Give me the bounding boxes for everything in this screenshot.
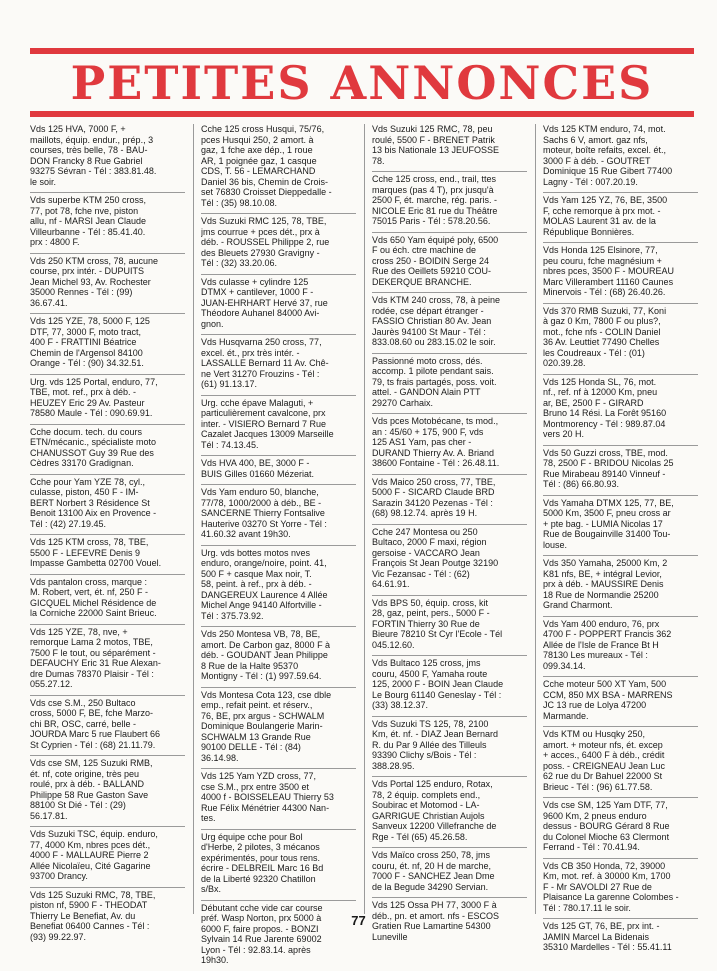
classified-ad: Vds 125 HVA, 7000 F, + maillots, équip. endur., prép., 3 courses, très belle, 78 - BAU- DON Francky 8 Rue Gabriel 93275 Sévran - Tél : 383.81.48. le soir. xyxy=(30,122,185,193)
classified-ad: Vds 370 RMB Suzuki, 77, Koni à gaz 0 Km, 7800 F ou plus?, mot., fche nfs - COLIN Daniel 36 Av. Leuttiet 77490 Chelles les Coudreaux - Tél : (01) 020.39.28. xyxy=(543,304,698,375)
classified-ad: Vds 125 Ossa PH 77, 3000 F à déb., pn. et amort. nfs - ESCOS Gratien Rue Lamartine 54300 Luneville xyxy=(372,900,500,942)
classified-ad: Vds Honda 125 Elsinore, 77, peu couru, fche magnésium + nbres pces, 3500 F - MOUREAU Marc Villerambert 11160 Caunes Minervois - Tél : (68) 26.40.26. xyxy=(543,243,698,304)
bottom-red-rule xyxy=(30,111,694,117)
classified-ad: Cche 125 cross, end., trail, ttes marques (pas 4 T), prx jusqu'à 2500 F, ét. marche, rég. paris. - NICOLE Eric 81 rue du Théâtre 75015 Paris - Tél : 578.20.56. xyxy=(372,172,527,233)
page-number: 77 xyxy=(351,913,366,928)
classified-ad: Passionné moto cross, dés. accomp. 1 pilote pendant sais. 79, ts frais partagés, poss. voit. attel. - GANDON Alain PTT 29270 Carhaix. xyxy=(372,354,527,415)
classified-ad: Vds Maico 250 cross, 77, TBE, 5000 F - SICARD Claude BRD Sarazin 34120 Pezenas - Tél : (68) 98.12.74. après 19 H. xyxy=(372,475,527,525)
classified-ad: Cche pour Yam YZE 78, cyl., culasse, piston, 450 F - IM- BERT Norbert 3 Résidence St Benoit 13100 Aix en Provence - Tél : (42) 27.19.45. xyxy=(30,475,185,536)
classified-ad: Vds Montesa Cota 123, cse dble emp., refait peint. et réserv., 76, BE, prx argus - SCHWALM Dominique Boulangerie Marin- SCHWALM 13 Grande Rue 90100 DELLE - Tél : (84) 36.14.98. xyxy=(201,688,356,770)
classified-ad: Vds Yam 400 enduro, 76, prx 4700 F - POPPERT Francis 362 Allée de l'Isle de France Bt H 78130 Les mureaux - Tél : 099.34.14. xyxy=(543,617,698,678)
column-divider xyxy=(535,124,536,914)
classified-ad: Vds 650 Yam équipé poly, 6500 F ou éch. ctre machine de cross 250 - BOIDIN Serge 24 Rue des Oeillets 59210 COU- DEKERQUE BRANCHE. xyxy=(372,233,527,294)
classified-ad: Vds Husqvarna 250 cross, 77, excel. ét., prx très intér. - LASSALLE Bernard 11 Av. Chê- ne Vert 31270 Frouzins - Tél : (61) 91.13.17. xyxy=(201,335,356,396)
classified-ad: Vds Yam enduro 50, blanche, 77/78, 1000/2000 à déb., BE - SANCERNE Thierry Fontsalive Hauterive 03270 St Yorre - Tél : 41.60.32 avant 19h30. xyxy=(201,485,356,546)
classified-ad: Vds CB 350 Honda, 72, 39000 Km, mot. ref. à 30000 Km, 1700 F - Mr SAVOLDI 27 Rue de Plaisance La garenne Colombes - Tél : 780.17.11 le soir. xyxy=(543,859,698,920)
classified-ad: Vds pces Motobécane, ts mod., an : 45/60 + 175, 900 F, vds 125 AS1 Yam, pas cher - DURAND Thierry Av. A. Briand 38600 Fontaine - Tél : 26.48.11. xyxy=(372,414,527,475)
classified-ad: Vds 125 YZE, 78, 5000 F, 125 DTF, 77, 3000 F, moto tract, 400 F - FRATTINI Béatrice Chemin de l'Argensol 84100 Orange - Tél : (90) 34.32.51. xyxy=(30,314,185,375)
classified-ad: Vds 125 Honda SL, 76, mot. nf., ref. nf à 12000 Km, pneu ar, BE, 2500 F - GIRARD Bruno 14 Rési. La Forêt 95160 Montmorency - Tél : 989.87.04 vers 20 H. xyxy=(543,375,698,446)
classified-ad: Cche 247 Montesa ou 250 Bultaco, 2000 F maxi, région gersoise - VACCARO Jean François St Jean Poutge 32190 Vic Fezansac - Tél : (62) 64.61.91. xyxy=(372,525,527,596)
classified-ad: Vds Suzuki RMC 125, 78, TBE, jms courrue + pces dét., prx à déb. - ROUSSEL Philippe 2, rue des Bleuets 27930 Gravigny - Tél : (32) 33.20.06. xyxy=(201,214,356,275)
classified-ad: Urg. cche épave Malaguti, + particulièrement cavalcone, prx inter. - VISIERO Bernard 7 Rue Cazalet Jacques 13009 Marseille Tél : 74.13.45. xyxy=(201,396,356,457)
classified-ad: Vds 250 Montesa VB, 78, BE, amort. De Carbon gaz, 8000 F à déb. - GOUDANT Jean Philippe 8 Rue de la Halte 95370 Montigny - Tél : (1) 997.59.64. xyxy=(201,627,356,688)
classified-ad: Vds 125 KTM cross, 78, TBE, 5500 F - LEFEVRE Denis 9 Impasse Gambetta 02700 Vouel. xyxy=(30,535,185,575)
ads-column-2 xyxy=(201,122,356,971)
classified-ad: Urg. vds 125 Portal, enduro, 77, TBE, mot. ref., prx à déb. - HEUZEY Eric 29 Av. Pasteur 78580 Maule - Tél : 090.69.91. xyxy=(30,375,185,425)
classified-ad: Vds KTM 240 cross, 78, à peine rodée, cse départ étranger - FASSIO Christian 80 Av. Jean Jaurès 94100 St Maur - Tél : 833.08.60 ou 283.15.02 le soir. xyxy=(372,293,527,354)
classified-ad: Vds 50 Guzzi cross, TBE, mod. 78, 2500 F - BRIDOU Nicolas 25 Rue Mirabeau 89140 Vinneuf - Tél : (86) 66.80.93. xyxy=(543,446,698,496)
classified-ad: Vds Portal 125 enduro, Rotax, 78, 2 équip. complets end., Soubirac et Motomod - LA- GARRIGUE Christian Aujols Sanveux 12200 Villefranche de Rge - Tél (65) 45.26.58. xyxy=(372,777,527,848)
ads-column-3 xyxy=(372,122,527,947)
classified-ad: Urg équipe cche pour Bol d'Herbe, 2 pilotes, 3 mécanos expérimentés, pour tous rens. écrire - DELBREIL Marc 16 Bd de la Liberté 92320 Chatillon s/Bx. xyxy=(201,830,356,901)
ads-column-1 xyxy=(30,122,185,947)
classified-ad: Vds Bultaco 125 cross, jms couru, 4500 F, Yamaha route 125, 2000 F - BOIN Jean Claude Le Bourg 61140 Geneslay - Tél : (33) 38.12.37. xyxy=(372,656,527,717)
classified-ad: Vds culasse + cylindre 125 DTMX + cantilever, 1000 F - JUAN-EHRHART Hervé 37, rue Théodore Auhanel 84000 Avi- gnon. xyxy=(201,275,356,336)
classified-ad: Vds Yamaha DTMX 125, 77, BE, 5000 Km, 3500 F, pneu cross ar + pte bag. - LUMIA Nicolas 17 Rue de Bougainville 31400 Tou- louse. xyxy=(543,496,698,557)
classified-ad: Vds Suzuki TSC, équip. enduro, 77, 4000 Km, nbres pces dét., 4000 F - MALLAURE Pierre 2 Allée Nicolaïeu, Cité Gagarine 93700 Drancy. xyxy=(30,827,185,888)
classified-ad: Vds 125 Suzuki RMC, 78, TBE, piston nf, 5900 F - THEODAT Thierry Le Benefiat, Av. du Benefiat 06400 Cannes - Tél : (93) 99.22.97. xyxy=(30,889,156,942)
classified-ad: Vds Suzuki 125 RMC, 78, peu roulé, 5500 F - BRENET Patrik 13 bis Nationale 13 JEUFOSSE 78. xyxy=(372,122,527,172)
classified-ad: Vds BPS 50, équip. cross, kit 28, gaz, peint, pers., 5000 F - FORTIN Thierry 30 Rue de Bieure 78210 St Cyr l'Ecole - Tél 045.12.60. xyxy=(372,596,527,657)
column-divider xyxy=(364,124,365,914)
classified-ad: Vds 125 KTM enduro, 74, mot. Sachs 6 V, amort. gaz nfs, moteur, boîte refaits, excel. ét., 3000 F à déb. - GOUTRET Dominique 15 Rue Gibert 77400 Lagny - Tél : 007.20.19. xyxy=(543,122,698,193)
classified-ad: Vds 125 Yam YZD cross, 77, cse S.M., prx entre 3500 et 4000 f - BOISSELEAU Thierry 53 Rue Félix Ménétrier 44300 Nan- tes. xyxy=(201,769,356,830)
ads-column-4 xyxy=(543,122,698,958)
classified-ad: Vds 350 Yamaha, 25000 Km, 2 K81 nfs, BE, + intégral Levior, prx à déb. - MAUSSIRE Denis 18 Rue de Normandie 25200 Grand Charmont. xyxy=(543,556,698,617)
classified-ad: Vds Suzuki TS 125, 78, 2100 Km, ét. nf. - DIAZ Jean Bernard R. du Par 9 Allée des Tilleuls 93390 Clichy s/Bois - Tél : 388.28.95. xyxy=(372,717,527,778)
classified-ad: Vds 250 KTM cross, 78, aucune course, prx intér. - DUPUITS Jean Michel 93, Av. Rochester 35000 Rennes - Tél : (99) 36.67.41. xyxy=(30,254,185,315)
page-title: PETITES ANNONCES xyxy=(70,56,654,110)
classified-ad: Débutant cche vide car course préf. Wasp Norton, prx 5000 à 6000 F, faire propos. - BONZI Sylvain 14 Rue Jarente 69002 Lyon - Tél : 92.83.14. après 19h30. xyxy=(201,902,323,965)
classified-ad: Vds Maïco cross 250, 78, jms couru, ét. nf, 20 H de marche, 7000 F - SANCHEZ Jean Dme de la Begude 34290 Servian. xyxy=(372,848,527,898)
classified-ad: Vds 125 YZE, 78, nve, + remorque Lama 2 motos, TBE, 7500 F le tout, ou séparément - DEFAUCHY Eric 31 Rue Alexan- dre Dumas 78370 Plaisir - Tél : 055.27.12. xyxy=(30,625,185,696)
column-divider xyxy=(193,124,194,914)
classified-ad: Vds cse S.M., 250 Bultaco cross, 5000 F, BE, fche Marzo- chi BR, OSC, carré, belle - JOURDA Marc 5 rue Flaubert 66 St Cyprien - Tél : (68) 21.11.79. xyxy=(30,696,185,757)
classified-ad: Vds Yam 125 YZ, 76, BE, 3500 F, cche remorque à prx mot. - MOLAS Laurent 31 av. de la République Bonnières. xyxy=(543,193,698,243)
top-red-rule xyxy=(30,48,694,54)
classified-ad: Vds cse SM, 125 Suzuki RMB, ét. nf, cote origine, très peu roulé, prx à déb. - BALLAND Philippe 58 Rue Gaston Save 88100 St Dié - Tél : (29) 56.17.81. xyxy=(30,756,185,827)
classified-ad: Vds HVA 400, BE, 3000 F - BUIS Gilles 01660 Mézeriat. xyxy=(201,456,356,485)
classified-ad: Vds pantalon cross, marque : M. Robert, vert, ét. nf, 250 F - GICQUEL Michel Résidence de la Corniche 22000 Saint Brieuc. xyxy=(30,575,185,625)
classified-ad: Vds KTM ou Husqky 250, amort. + moteur nfs, ét. excep + acces., 6400 F à déb., crédit poss. - CREIGNEAU Jean Luc 62 rue du Dr Bahuel 22000 St Brieuc - Tél : (96) 61.77.58. xyxy=(543,727,698,798)
classified-ad: Cche docum. tech. du cours ETN/mécanic., spécialiste moto CHANUSSOT Guy 39 Rue des Cèdres 33170 Gradignan. xyxy=(30,425,185,475)
classified-ad: Urg. vds bottes motos nves enduro, orange/noire, point. 41, 500 F + casque Max noir, T. 58, peint. à ref., prx à déb. - DANGEREUX Laurence 4 Allée Michel Ange 94140 Alfortville - Tél : 375.73.92. xyxy=(201,546,356,628)
classified-ad: Vds cse SM, 125 Yam DTF, 77, 9600 Km, 2 pneus enduro dessus - BOURG Gérard 8 Rue du Colonel Mioche 63 Clermont Ferrand - Tél : 70.41.94. xyxy=(543,798,698,859)
classified-ad: Cche moteur 500 XT Yam, 500 CCM, 850 MX BSA - MARRENS JC 13 rue de Lolya 47200 Marmande. xyxy=(543,677,698,727)
classified-ad: Vds superbe KTM 250 cross, 77, pot 78, fche nve, piston allu, nf - MARSI Jean Claude Villeurbanne - Tél : 85.41.40. prx : 4800 F. xyxy=(30,193,185,254)
classified-ad: Vds 125 GT, 76, BE, prx int. - JAMIN Marcel La Bidenais 35310 Mardelles - Tél : 55.41.11 xyxy=(543,921,672,952)
classified-ad: Cche 125 cross Husqui, 75/76, pces Husqui 250, 2 amort. à gaz, 1 fche axe dép., 1 roue AR, 1 poignée gaz, 1 casque CDS, T. 56 - LEMARCHAND Daniel 36 bis, Chemin de Crois- set 76830 Croisset Dieppedalle - Tél : (35) 98.10.08. xyxy=(201,122,356,214)
